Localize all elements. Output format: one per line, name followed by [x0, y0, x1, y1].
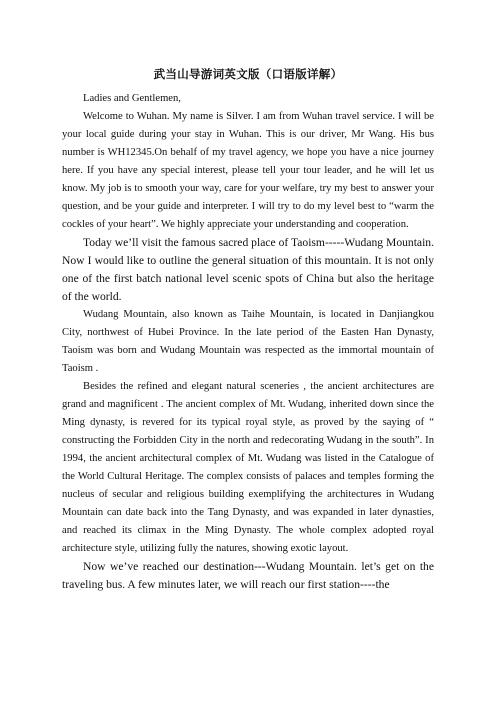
paragraph-welcome: Welcome to Wuhan. My name is Silver. I am from Wuhan travel service. I will be your local guide during your stay in Wuhan. This is our driver, Mr Wang. His bus number is WH12345.On behalf of my travel agency, we hope you have a nice journey here. If you have any special interest, please tell your tour leader, and he will let us know. My job is to smooth your way, care for your welfare, try my best to answer your question, and be your guide and interpreter. I will try to do my level best to “warm the cockles of your heart”. We highly appreciate your understanding and cooperation.: [62, 111, 434, 230]
paragraph-destination: Now we’ve reached our destination---Wudang Mountain. let’s get on the traveling bus. A few minutes later, we will reach our first station----the: [62, 560, 434, 591]
document-title: 武当山导游词英文版（口语版详解）: [153, 67, 343, 81]
paragraph-architecture: Besides the refined and elegant natural sceneries , the ancient architectures are grand and magnificent . The ancient complex of Mt. Wudang, inherited down since the Ming dynasty, is revered for its typical royal style, as proved by the saying of “ constructing the Forbidden City in the north and redecorating Wudang in the south”. In 1994, the ancient architectural complex of Mt. Wudang was listed in the Catalogue of the World Cultural Heritage. The complex consists of palaces and temples forming the nucleus of secular and religious building exemplifying the architectures in Wudang Mountain can date back into the Tang Dynasty, and was expanded in later dynasties, and reached its climax in the Ming Dynasty. The whole complex adopted royal architecture style, utilizing fully the natures, showing exotic layout.: [62, 381, 434, 554]
document-body: [62, 90, 434, 594]
paragraph-today-visit: Today we’ll visit the famous sacred place of Taoism-----Wudang Mountain. Now I would like to outline the general situation of this mountain. It is not only one of the first batch national level scenic spots of China but also the heritage of the world.: [62, 236, 434, 303]
paragraph-salutation: Ladies and Gentlemen,: [83, 93, 181, 104]
paragraph-wudang-location: Wudang Mountain, also known as Taihe Mountain, is located in Danjiangkou City, northwest of Hubei Province. In the late period of the Easten Han Dynasty, Taoism was born and Wudang Mountain was respected as the immortal mountain of Taoism .: [62, 309, 434, 374]
